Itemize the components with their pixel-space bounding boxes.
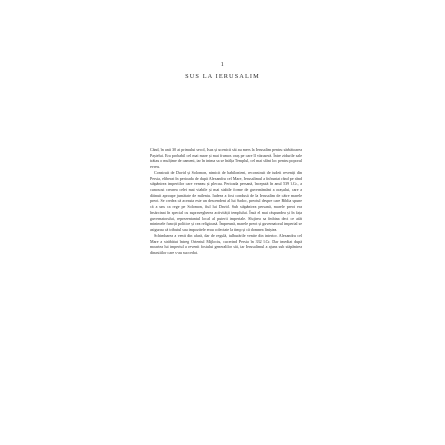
chapter-body <box>150 147 302 256</box>
paragraph: Construit de David și Solomon, nimicit de babilonieni, reconstruit de iudeii reveniți din Persia, eliberat în perioada de după Alexandru cel Mare, Ierusalimul a înfruntat rând pe rând stăpânirea imperiilor care veneau și plecau. Perioada persană, începută în anul 539 î.Cr., a cunoscut crearea celei mai viabile și mai stabile forme de guvernământ a orașului, care a dăinuit aproape jumătate de mileniu. Iudeea a fost condusă de la Ierusalim de către marele preot. Se credea că aceasta este un descendent al lui Sadoc, preotul despre care Biblia spune că a uns ca rege pe Solomon, fiul lui David. Sub stăpânirea persană, marele preot era însărcinat în special cu supravegherea activității templului. Însă el mai răspundea și în fața guvernatorului, reprezentantul local al puterii imperiale. Slujirea sa îmbina deci ce atât minimele funcții politice și cea religioasă. Împreună, marele preot și guvernatorul imperial se asigurau că tributul sau impozitele erau colectate la timp și că domnea liniștea. <box>150 169 302 233</box>
chapter-number: 1 <box>220 62 225 68</box>
chapter-title: SUS LA IERUSALIM <box>185 73 260 80</box>
paragraph: Când, în anii 30 ai primului secol, Isus și ucenicii săi au mers la Ierusalim pentru sărbătoarea Paștelui. Era probabil cel mai mare și mai frumos oraș pe care îl văzuseră. Între zidurile sale trăiau o mulțime de oameni, iar în inima sa se înălța Templul, cel mai sfânt loc pentru poporul evreu. <box>150 147 302 170</box>
paragraph: Schimbarea a venit din afară, dar de regulă, tulburările venite din interior. Alexandru cel Mare a străbătut întreg Orientul Mijlociu, cucerind Persia în 332 î.Cr. Dar imediat după moartea lui imperiul a revenit fostului generalilor săi, iar Ierusalimul a ajuns sub stăpânirea dinastiilor care s-au succedat. <box>150 232 302 255</box>
